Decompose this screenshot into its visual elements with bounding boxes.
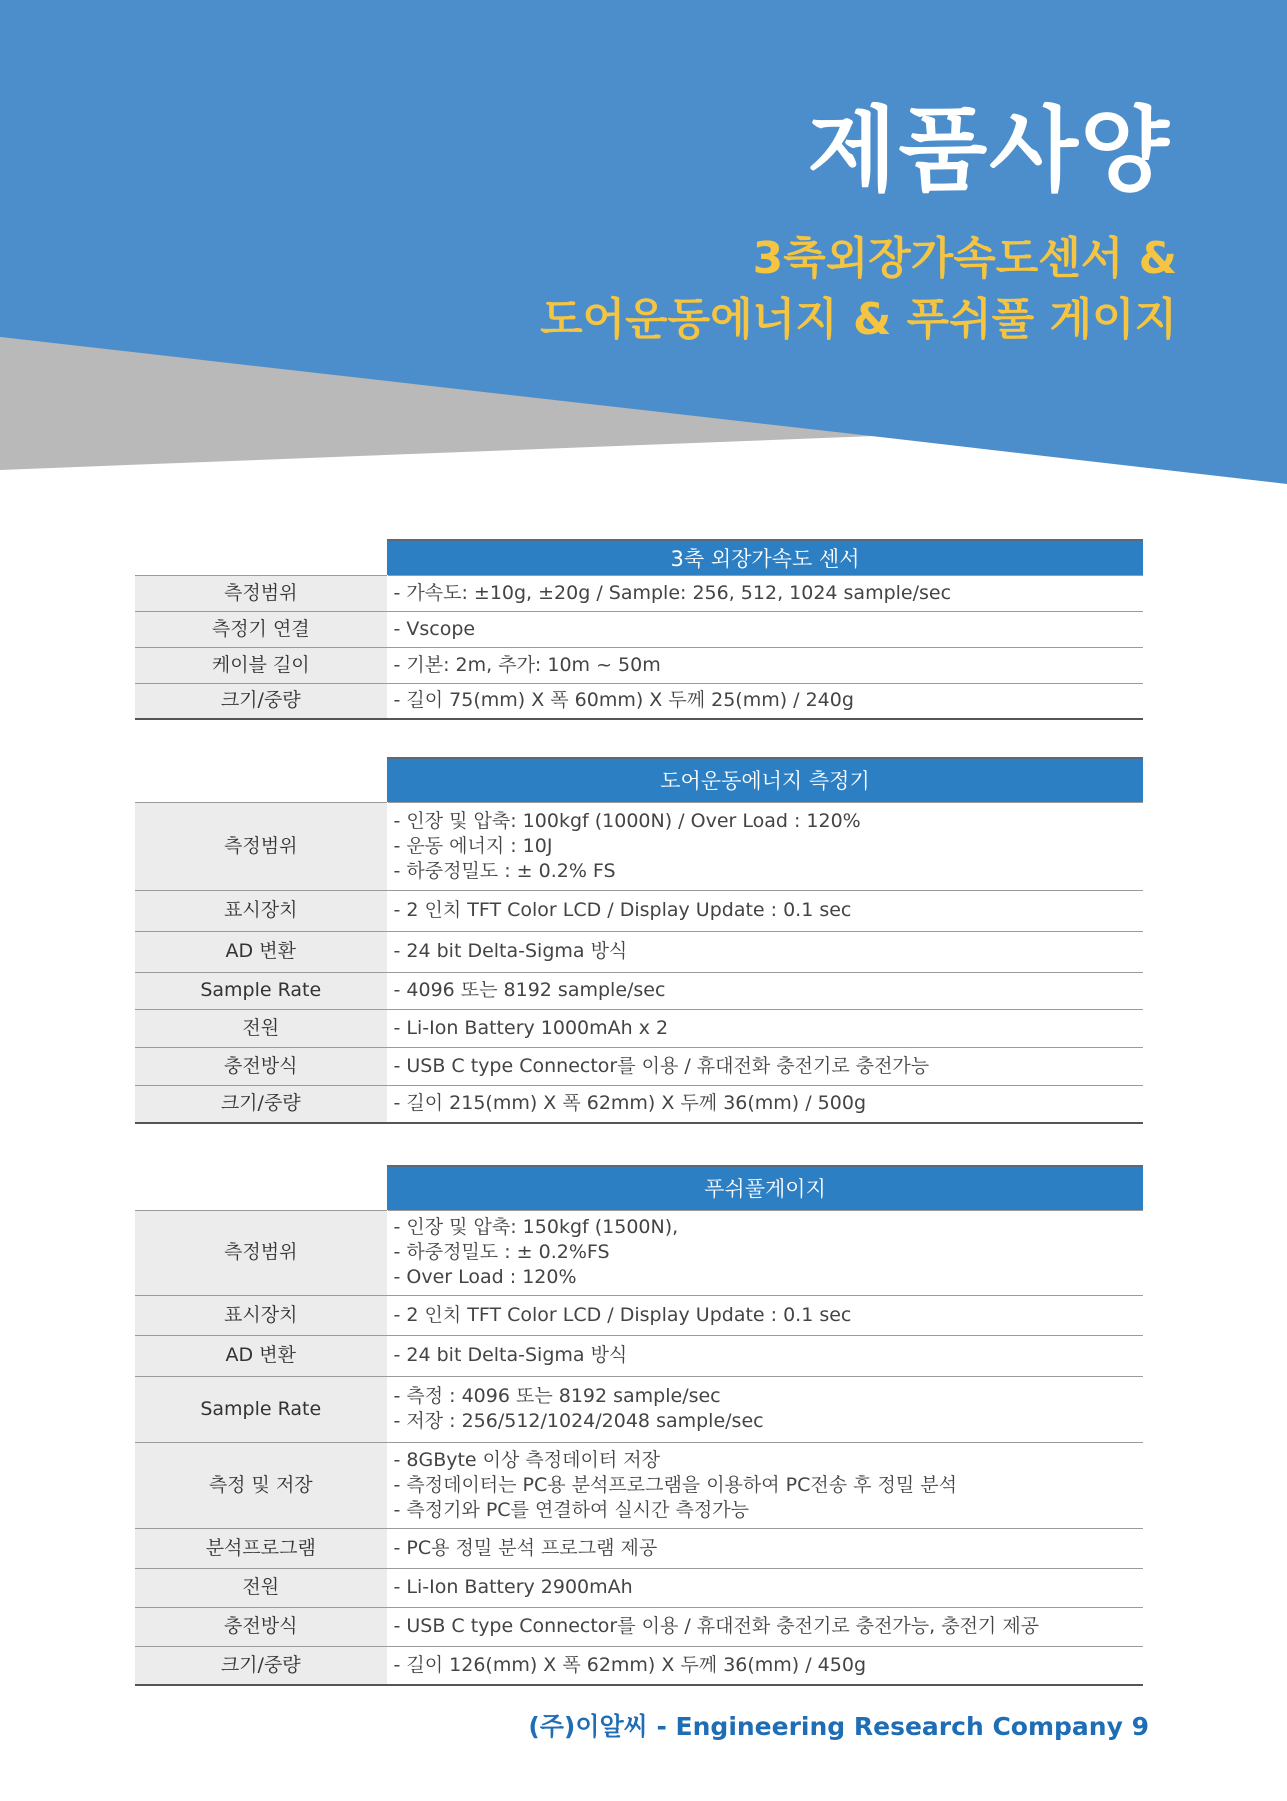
row-value: - USB C type Connector를 이용 / 휴대전화 충전기로 충전가능, 충전기 제공 [387, 1607, 1143, 1646]
row-label: 측정범위 [135, 802, 387, 890]
row-label: 충전방식 [135, 1607, 387, 1646]
row-value: - 기본: 2m, 추가: 10m ~ 50m [387, 647, 1143, 683]
row-value: - PC용 정밀 분석 프로그램 제공 [387, 1528, 1143, 1568]
row-value: - 24 bit Delta-Sigma 방식 [387, 931, 1143, 972]
table-row [135, 683, 1143, 719]
row-value: - 길이 75(mm) X 폭 60mm) X 두께 25(mm) / 240g [387, 683, 1143, 719]
row-label: 측정범위 [135, 575, 387, 611]
row-value: - Li-Ion Battery 1000mAh x 2 [387, 1009, 1143, 1047]
row-label: 분석프로그램 [135, 1528, 387, 1568]
row-value: - 24 bit Delta-Sigma 방식 [387, 1335, 1143, 1376]
row-label: 크기/중량 [135, 683, 387, 719]
row-value: - 가속도: ±10g, ±20g / Sample: 256, 512, 1024 sample/sec [387, 575, 1143, 611]
subtitle-line-1: 3축외장가속도센서 & [752, 233, 1177, 284]
page-title: 제품사양 [807, 97, 1171, 204]
row-value: - 4096 또는 8192 sample/sec [387, 972, 1143, 1009]
row-label: 측정 및 저장 [135, 1442, 387, 1528]
table-row [135, 1047, 1143, 1085]
table-row [135, 1009, 1143, 1047]
table-row [135, 1442, 1143, 1528]
table-title: 3축 외장가속도 센서 [387, 540, 1143, 575]
table-row [135, 1295, 1143, 1335]
row-label: 크기/중량 [135, 1646, 387, 1685]
row-label: 케이블 길이 [135, 647, 387, 683]
row-value: - 측정 : 4096 또는 8192 sample/sec - 저장 : 256/512/1024/2048 sample/sec [387, 1376, 1143, 1442]
table-row [135, 1085, 1143, 1123]
table-row [135, 1210, 1143, 1295]
table-row [135, 802, 1143, 890]
row-label: 전원 [135, 1009, 387, 1047]
row-label: AD 변환 [135, 1335, 387, 1376]
table-row [135, 1646, 1143, 1685]
table-row [135, 1528, 1143, 1568]
row-label: 표시장치 [135, 890, 387, 931]
row-label: AD 변환 [135, 931, 387, 972]
row-value: - 인장 및 압축: 150kgf (1500N), - 하중정밀도 : ± 0.2%FS - Over Load : 120% [387, 1210, 1143, 1295]
row-label: 측정범위 [135, 1210, 387, 1295]
table-row [135, 931, 1143, 972]
table-row [135, 890, 1143, 931]
table-row [135, 611, 1143, 647]
row-label: 크기/중량 [135, 1085, 387, 1123]
row-label: Sample Rate [135, 972, 387, 1009]
row-label: 측정기 연결 [135, 611, 387, 647]
table-title: 푸쉬풀게이지 [387, 1166, 1143, 1210]
row-value: - 인장 및 압축: 100kgf (1000N) / Over Load : 120% - 운동 에너지 : 10J - 하중정밀도 : ± 0.2% FS [387, 802, 1143, 890]
row-value: - 8GByte 이상 측정데이터 저장 - 측정데이터는 PC용 분석프로그램을 이용하여 PC전송 후 정밀 분석 - 측정기와 PC를 연결하여 실시간 측정가능 [387, 1442, 1143, 1528]
row-value: - 2 인치 TFT Color LCD / Display Update : 0.1 sec [387, 1295, 1143, 1335]
row-label: 전원 [135, 1568, 387, 1607]
row-value: - 길이 126(mm) X 폭 62mm) X 두께 36(mm) / 450g [387, 1646, 1143, 1685]
row-label: 표시장치 [135, 1295, 387, 1335]
row-value: - 길이 215(mm) X 폭 62mm) X 두께 36(mm) / 500g [387, 1085, 1143, 1123]
subtitle-line-2: 도어운동에너지 & 푸쉬풀 게이지 [540, 294, 1177, 345]
table-row [135, 1607, 1143, 1646]
spec-table-door-energy [135, 757, 1143, 1124]
row-value: - 2 인치 TFT Color LCD / Display Update : 0.1 sec [387, 890, 1143, 931]
table-row [135, 1335, 1143, 1376]
spec-table-accelerometer [135, 539, 1143, 720]
page-subtitle [540, 228, 1177, 350]
spec-table-push-pull-gauge [135, 1165, 1143, 1686]
row-label: Sample Rate [135, 1376, 387, 1442]
row-label: 충전방식 [135, 1047, 387, 1085]
page-footer: (주)이알씨 - Engineering Research Company 9 [528, 1712, 1149, 1741]
table-title: 도어운동에너지 측정기 [387, 758, 1143, 802]
table-row [135, 972, 1143, 1009]
table-row [135, 1568, 1143, 1607]
table-row [135, 575, 1143, 611]
table-row [135, 647, 1143, 683]
row-value: - Li-Ion Battery 2900mAh [387, 1568, 1143, 1607]
row-value: - Vscope [387, 611, 1143, 647]
row-value: - USB C type Connector를 이용 / 휴대전화 충전기로 충전가능 [387, 1047, 1143, 1085]
table-row [135, 1376, 1143, 1442]
